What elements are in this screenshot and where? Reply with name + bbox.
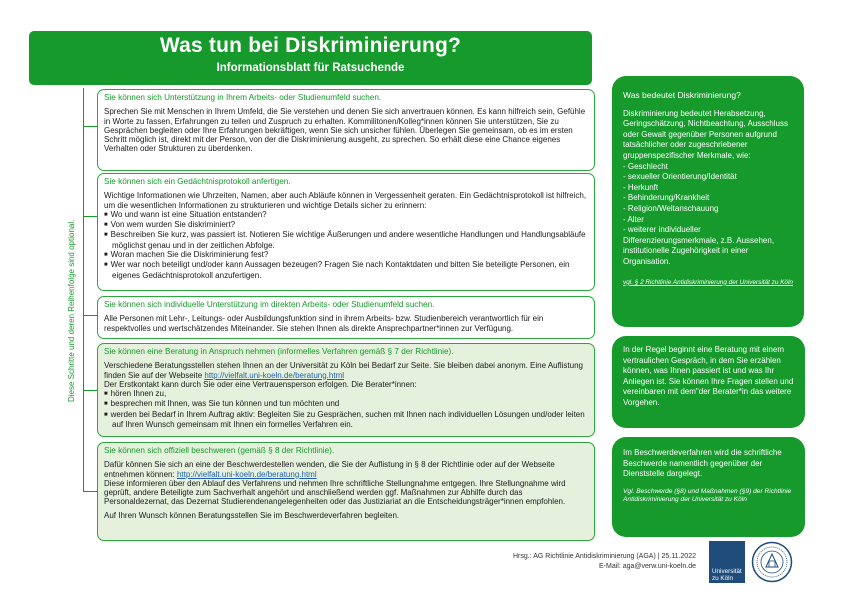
definition-reference: vgl. § 2 Richtlinie Antidiskriminierung der Universität zu Köln xyxy=(623,278,793,286)
connector-tick xyxy=(83,390,97,391)
card-counseling xyxy=(97,343,595,437)
complaint-note-reference: Vgl. Beschwerde (§8) und Maßnahmen (§9) der Richtlinie Antidiskriminierung der Universität zu Köln xyxy=(623,487,792,504)
list-item: - Herkunft xyxy=(623,182,659,192)
complaint-note-text: Im Beschwerdeverfahren wird die schriftliche Beschwerde namentlich gegenüber der Dienststelle dargelegt. xyxy=(623,448,782,479)
card-protocol-heading: Sie können sich ein Gedächtnisprotokoll anfertigen. xyxy=(104,177,291,186)
list-item: ■ besprechen mit Ihnen, was Sie tun können und tun möchten und xyxy=(104,399,588,409)
connector-tick xyxy=(83,216,97,217)
card-individual-heading: Sie können sich individuelle Unterstützung im direkten Arbeits- oder Studienumfeld suchen. xyxy=(104,300,435,309)
list-item: ■ werden bei Bedarf in Ihrem Auftrag aktiv: Begleiten Sie zu Gesprächen, suchen mit Ihnen nach individuellen Lösungen und/oder leiten auf Ihren Wunsch gemeinsam mit Ihnen ein formelles Verfahren ein. xyxy=(104,410,588,430)
card-individual-text: Alle Personen mit Lehr-, Leitungs- oder Ausbildungsfunktion sind in ihrem Arbeits- bzw. Studienbereich verantwortlich für ein respektvolles und wertschätzendes Miteinander. Sie stehen Ihnen als direkte Ansprechpartner*innen zur Verfügung. xyxy=(104,314,544,333)
counseling-note-text: In der Regel beginnt eine Beratung mit einem vertraulichen Gespräch, in dem Sie erzählen können, was Ihnen passiert ist und was Ihr Anliegen ist. Sie können Ihre Fragen stellen und vereinbaren mit dem"der Berater*in das weitere Vorgehen. xyxy=(623,345,794,407)
list-item: ■ Von wem wurden Sie diskriminiert? xyxy=(104,220,588,230)
card-protocol xyxy=(97,173,595,291)
steps-connector-line xyxy=(83,88,84,492)
university-logo: Universität zu Köln xyxy=(709,541,745,583)
connector-tick xyxy=(83,315,97,316)
definition-heading: Was bedeutet Diskriminierung? xyxy=(623,90,741,100)
card-complaint-heading: Sie können sich offiziell beschweren (gemäß § 8 der Richtlinie). xyxy=(104,446,335,455)
list-item: - Alter xyxy=(623,214,644,224)
card-protocol-text: Wichtige Informationen wie Uhrzeiten, Namen, aber auch Abläufe können in Vergessenheit geraten. Ein Gedächtnisprotokoll ist hilfreich, um die wesentlichen Informationen zu strukturieren und wichtige Details sicher zu erinnern: xyxy=(104,191,587,210)
card-counseling-text2: Der Erstkontakt kann durch Sie oder eine Vertrauensperson erfolgen. Die Berater*innen: xyxy=(104,379,417,389)
footer-credits xyxy=(466,552,696,572)
card-support-text: Sprechen Sie mit Menschen in Ihrem Umfeld, die Sie verstehen und denen Sie sich anvertrauen können. Es kann hilfreich sein, Gefühle in Worte zu fassen, Erfahrungen zu teilen und Zuspruch zu erhalten. Kommilitonen/Kolleg*innen können Sie unterstützen, Sie zu Gesprächen begleiten oder Ihre Erfahrungen bekräftigen, wenn Sie sich unsicher fühlen. Überlegen Sie gemeinsam, ob es im ersten Schritt möglich ist, direkt mit der Person, von der die Diskriminierung ausgeht, zu sprechen. So erhält diese eine Chance eigenes Verhalten oder Strukturen zu überdenken. xyxy=(104,107,586,154)
card-support xyxy=(97,89,595,171)
header-banner xyxy=(29,31,592,85)
card-counseling-heading: Sie können eine Beratung in Anspruch nehmen (informelles Verfahren gemäß § 7 der Richtlinie). xyxy=(104,347,454,356)
definition-text: Diskriminierung bedeutet Herabsetzung, Geringschätzung, Nichtbeachtung, Ausschluss oder Gewalt gegenüber Personen aufgrund tatsächlicher oder zugeschriebener gruppenspezifischer Merkmale, wie: xyxy=(623,108,788,160)
card-complaint-text: Dafür können Sie sich an eine der Beschwerdestellen wenden, die Sie der Auflistung in § 8 der Richtlinie oder auf der Webseite entnehmen können: xyxy=(104,460,555,479)
card-counseling-text: Verschiedene Beratungsstellen stehen Ihnen an der Universität zu Köln bei Bedarf zur Seite. Sie bleiben dabei anonym. Eine Auflistung finden Sie auf der Webseite xyxy=(104,361,583,380)
list-item: - weiterer individueller Differenzierungsmerkmale, z.B. Aussehen, institutionelle Zugehörigkeit in einer Organisation. xyxy=(623,225,775,266)
counseling-link[interactable]: http://vielfalt.uni-koeln.de/beratung.html xyxy=(204,370,345,380)
list-item: ■ Beschreiben Sie kurz, was passiert ist. Notieren Sie wichtige Äußerungen und andere wesentliche Handlungen und Handlungsabläufe möglichst genau und in der zeitlichen Abfolge. xyxy=(104,230,588,250)
optional-steps-note: Diese Schritte und deren Reihenfolge sind optional. xyxy=(67,219,76,402)
connector-tick xyxy=(83,491,97,492)
list-item: ■ Wer war noch beteiligt und/oder kann Aussagen bezeugen? Fragen Sie nach Kontaktdaten und bitten Sie beteiligte Personen, ein eigenes Gedächtnisprotokoll anzufertigen. xyxy=(104,260,588,280)
list-item: ■ Wo und wann ist eine Situation entstanden? xyxy=(104,210,588,220)
complaint-note-box xyxy=(612,437,805,537)
card-complaint-text3: Auf Ihren Wunsch können Beratungsstellen Sie im Beschwerdeverfahren begleiten. xyxy=(104,510,400,520)
connector-tick xyxy=(83,126,97,127)
counseling-note-box xyxy=(612,336,805,428)
counselor-list xyxy=(104,389,588,429)
page-title: Was tun bei Diskriminierung? xyxy=(159,34,462,57)
list-item: - Geschlecht xyxy=(623,161,668,171)
list-item: ■ hören Ihnen zu, xyxy=(104,389,588,399)
card-individual xyxy=(97,296,595,339)
list-item: - sexueller Orientierung/Identität xyxy=(623,172,737,182)
list-item: - Religion/Weltanschauung xyxy=(623,203,719,213)
protocol-checklist xyxy=(104,210,588,280)
university-seal-icon xyxy=(751,541,793,583)
card-complaint-text2: Diese informieren über den Ablauf des Verfahrens und nehmen Ihre schriftliche Stellungnahme entgegen. Ihre Stellungnahme wird geprüft, andere Beteiligte zum Sachverhalt angehört und anschließend werden ggf. Maßnahmen zur Abhilfe durch das Personaldezernat, das Dezernat Studierendenangelegenheiten oder das Justiziariat an die Entscheidungsträger*innen empfohlen. xyxy=(104,478,566,507)
definition-box xyxy=(612,76,804,327)
feature-list xyxy=(623,162,793,268)
card-support-heading: Sie können sich Unterstützung in Ihrem Arbeits- oder Studienumfeld suchen. xyxy=(104,93,382,102)
list-item: ■ Woran machen Sie die Diskriminierung fest? xyxy=(104,250,588,260)
complaint-link[interactable]: http://vielfalt.uni-koeln.de/beratung.html xyxy=(176,469,317,479)
page-subtitle: Informationsblatt für Ratsuchende xyxy=(216,62,405,74)
email-line: E-Mail: aga@verw.uni-koeln.de xyxy=(599,563,696,570)
list-item: - Behinderung/Krankheit xyxy=(623,193,710,203)
card-complaint xyxy=(97,442,595,541)
publisher-line: Hrsg.: AG Richtlinie Antidiskriminierung (AGA) | 25.11.2022 xyxy=(513,553,696,560)
